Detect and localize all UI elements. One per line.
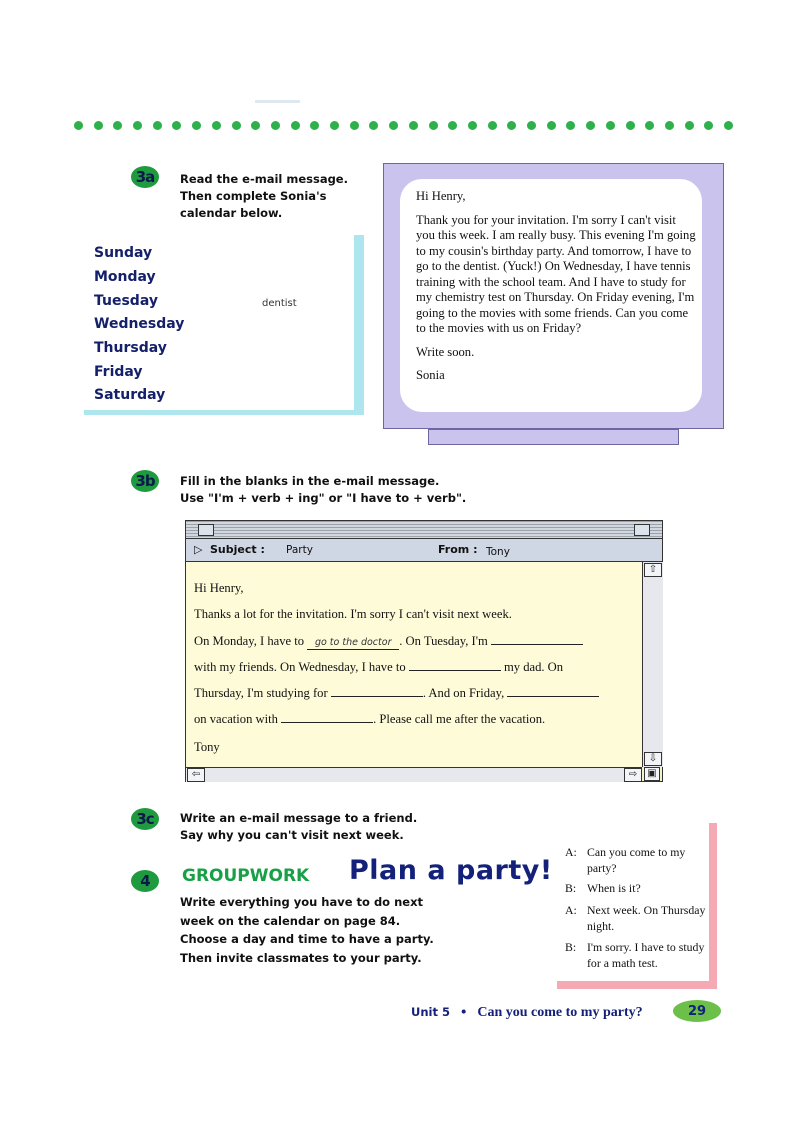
close-box-icon[interactable]: [198, 524, 214, 536]
dialog-text: Can you come to my party?: [587, 845, 686, 875]
divider-dot: [586, 121, 595, 130]
blank-answer[interactable]: go to the doctor: [307, 637, 399, 650]
email-signature: Tony: [194, 740, 220, 754]
blank-field[interactable]: [331, 684, 423, 697]
instruction-line: Use "I'm + verb + ing" or "I have to + verb".: [180, 491, 467, 505]
email-line-1: Thanks a lot for the invitation. I'm sorry I can't visit next week.: [194, 607, 512, 621]
instruction-line: Write an e-mail message to a friend.: [180, 811, 418, 825]
calendar-day-wednesday: Wednesday: [94, 316, 185, 332]
divider-dot: [429, 121, 438, 130]
footer-separator: •: [459, 1005, 468, 1019]
email-body[interactable]: [186, 562, 642, 767]
horizontal-scrollbar[interactable]: [186, 767, 642, 782]
email-greeting: Hi Henry,: [194, 581, 244, 595]
divider-dot: [271, 121, 280, 130]
subject-value: Party: [286, 544, 313, 556]
divider-dot: [291, 121, 300, 130]
from-label: From :: [438, 543, 478, 556]
exercise-3a-badge: 3a: [131, 166, 159, 188]
subject-label: Subject :: [210, 543, 265, 556]
email-header: [186, 539, 662, 562]
letter-signature: Sonia: [416, 368, 445, 382]
dialog-speaker: A:: [565, 903, 577, 917]
letter-screen: [400, 179, 702, 412]
calendar-day-sunday: Sunday: [94, 245, 153, 261]
instruction-line: Then invite classmates to your party.: [180, 950, 422, 965]
exercise-3b-instructions: [180, 473, 466, 507]
email-text: my dad. On: [503, 660, 564, 674]
instruction-line: Choose a day and time to have a party.: [180, 932, 434, 946]
instruction-line: Then complete Sonia's: [180, 189, 327, 203]
calendar-entry-tuesday: dentist: [262, 298, 297, 309]
divider-dot: [448, 121, 457, 130]
divider-dot: [468, 121, 477, 130]
divider-dot: [330, 121, 339, 130]
calendar-day-friday: Friday: [94, 364, 143, 380]
divider-dot: [409, 121, 418, 130]
exercise-3a-instructions: [180, 171, 348, 222]
page-number-badge: 29: [673, 1000, 721, 1022]
divider-dot: [389, 121, 398, 130]
calendar-day-thursday: Thursday: [94, 340, 167, 356]
calendar: [84, 232, 354, 410]
email-text: on vacation with: [194, 712, 278, 726]
divider-dot: [566, 121, 575, 130]
divider-dot: [369, 121, 378, 130]
email-line-4: [194, 684, 599, 701]
blank-field[interactable]: [491, 632, 583, 645]
calendar-day-monday: Monday: [94, 269, 156, 285]
email-line-2: [194, 632, 583, 650]
divider-dot: [704, 121, 713, 130]
divider-dot: [507, 121, 516, 130]
dialog-text: Next week. On Thursday night.: [587, 903, 706, 933]
divider-dot: [133, 121, 142, 130]
divider-dot: [74, 121, 83, 130]
email-text: . Please call me after the vacation.: [373, 712, 546, 726]
footer-unit: Unit 5: [411, 1005, 450, 1019]
divider-dot: [172, 121, 181, 130]
email-line-5: [194, 710, 545, 727]
email-text: Thursday, I'm studying for: [194, 686, 328, 700]
resize-box-icon[interactable]: ▣: [644, 767, 660, 781]
divider-dot: [724, 121, 733, 130]
exercise-4-instructions: [180, 893, 434, 967]
divider-dot: [350, 121, 359, 130]
instruction-line: Say why you can't visit next week.: [180, 828, 404, 842]
dotted-divider: [74, 121, 730, 133]
divider-dot: [685, 121, 694, 130]
instruction-line: Read the e-mail message.: [180, 172, 348, 186]
scroll-up-arrow-icon[interactable]: ⇧: [644, 563, 662, 577]
divider-dot: [665, 121, 674, 130]
email-text: . On Tuesday, I'm: [399, 634, 488, 648]
letter-closing: Write soon.: [416, 344, 475, 359]
dialog-speaker: B:: [565, 881, 577, 895]
instruction-line: week on the calendar on page 84.: [180, 913, 401, 928]
footer-title: Can you come to my party?: [477, 1005, 643, 1020]
dialog-speaker: A:: [565, 845, 577, 859]
divider-dot: [212, 121, 221, 130]
exercise-3c-badge: 3c: [131, 808, 159, 830]
from-value: Tony: [486, 546, 510, 558]
divider-dot: [547, 121, 556, 130]
email-text: On Monday, I have to: [194, 634, 305, 648]
scroll-right-arrow-icon[interactable]: ⇨: [624, 768, 642, 782]
window-title-bar[interactable]: [186, 521, 662, 539]
divider-dot: [626, 121, 635, 130]
calendar-day-saturday: Saturday: [94, 387, 166, 403]
divider-dot: [251, 121, 260, 130]
divider-dot: [94, 121, 103, 130]
divider-dot: [192, 121, 201, 130]
letter-body: Thank you for your invitation. I'm sorry I can't visit you this week. I am really busy. This evening I'm going to my cousin's birthday party. And tomorrow, I have to go to the dentist. (Yuck!) On Wednesday, I have tennis training with the school team. And I have to study for my chemistry test on Thursday. On Friday evening, I'm going to the movies with some friends. Can you come to the movies with us on Friday?: [416, 212, 696, 335]
dialog-text: I'm sorry. I have to study for a math test.: [587, 940, 705, 970]
divider-dot: [310, 121, 319, 130]
exercise-3b-badge: 3b: [131, 470, 159, 492]
vertical-scrollbar[interactable]: [642, 562, 663, 767]
dialog-box: [557, 823, 709, 981]
exercise-4-badge: 4: [131, 870, 159, 892]
dialog-speaker: B:: [565, 940, 577, 954]
divider-dot: [232, 121, 241, 130]
email-window: [185, 520, 663, 782]
groupwork-label: GROUPWORK: [182, 866, 310, 886]
letter-greeting: Hi Henry,: [416, 189, 466, 203]
plan-a-party-title: Plan a party!: [349, 855, 553, 886]
blank-field[interactable]: [281, 710, 373, 723]
calendar-day-tuesday: Tuesday: [94, 293, 158, 309]
email-text: with my friends. On Wednesday, I have to: [194, 660, 406, 674]
page-footer: [411, 1003, 643, 1021]
instruction-line: Write everything you have to do next: [180, 895, 423, 909]
computer-monitor-base: [428, 429, 679, 445]
divider-dot: [488, 121, 497, 130]
instruction-line: Fill in the blanks in the e-mail message.: [180, 474, 440, 488]
divider-dot: [153, 121, 162, 130]
letter: [416, 189, 696, 392]
blank-field[interactable]: [507, 684, 599, 697]
divider-dot: [113, 121, 122, 130]
instruction-line: calendar below.: [180, 206, 283, 220]
email-line-3: [194, 658, 563, 675]
divider-dot: [645, 121, 654, 130]
zoom-box-icon[interactable]: [634, 524, 650, 536]
email-text: . And on Friday,: [422, 686, 505, 700]
divider-dot: [606, 121, 615, 130]
disclosure-triangle-icon[interactable]: ▷: [194, 543, 203, 556]
dialog-text: When is it?: [587, 881, 641, 895]
divider-dot: [527, 121, 536, 130]
scroll-left-arrow-icon[interactable]: ⇦: [187, 768, 205, 782]
exercise-3c-instructions: [180, 810, 417, 844]
top-rule: [255, 100, 300, 103]
blank-field[interactable]: [409, 658, 501, 671]
scroll-down-arrow-icon[interactable]: ⇩: [644, 752, 662, 766]
